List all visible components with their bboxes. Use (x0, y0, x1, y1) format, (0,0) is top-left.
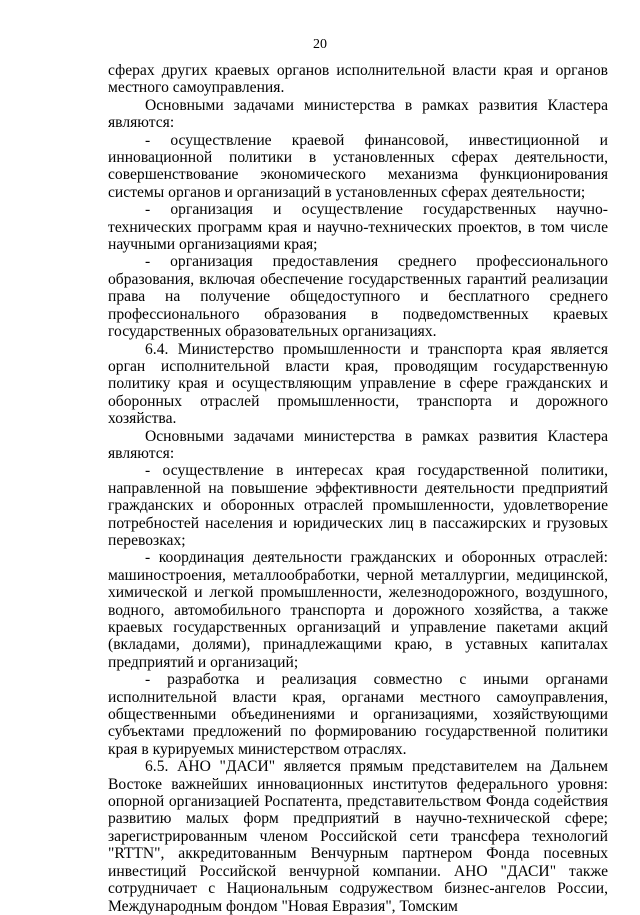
paragraph: Основными задачами министерства в рамках развития Кластера являются: (108, 96, 608, 132)
section-paragraph: 6.4. Министерство промышленности и транспорта края является орган исполнительной власти края, проводящим государственную политику края и осуществляющим управление в сфере гражданских и оборонных отраслей промышленности, транспорта и дорожного хозяйства. (108, 340, 608, 428)
list-item: - координация деятельности гражданских и оборонных отраслей: машиностроения, металлообработки, черной металлургии, медицинской, химической и легкой промышленности, железнодорожного, воздушного, водного, автомобильного транспорта и дорожного хозяйства, а также краевых государственных организаций и управление пакетами акций (вкладами, долями), принадлежащими краю, в уставных капиталах предприятий и организаций; (108, 549, 608, 671)
list-item: - осуществление в интересах края государственной политики, направленной на повышение эффективности деятельности предприятий гражданских и оборонных отраслей промышленности, удовлетворение потребностей населения и юридических лиц в пассажирских и грузовых перевозках; (108, 462, 608, 549)
list-item: - разработка и реализация совместно с иными органами исполнительной власти края, органами местного самоуправления, общественными объединениями и организациями, хозяйствующими субъектами предложений по формированию государственной политики края в курируемых министерством отраслях. (108, 671, 608, 758)
list-item: - организация и осуществление государственных научно-технических программ края и научно-технических проектов, в том числе научными организациями края; (108, 201, 608, 254)
list-item: - организация предоставления среднего профессионального образования, включая обеспечение государственных гарантий реализации права на получение общедоступного и бесплатного среднего профессионального образования в подведомственных краевых государственных образовательных организациях. (108, 253, 608, 341)
paragraph: сферах других краевых органов исполнительной власти края и органов местного самоуправления. (108, 62, 608, 97)
page-number: 20 (313, 37, 327, 52)
paragraph: Основными задачами министерства в рамках развития Кластера являются: (108, 427, 608, 462)
document-body (108, 62, 608, 915)
list-item: - осуществление краевой финансовой, инвестиционной и инновационной политики в установленных сферах деятельности, совершенствование экономического механизма функционирования системы органов и организаций в установленных сферах деятельности; (108, 131, 608, 201)
section-paragraph: 6.5. АНО "ДАСИ" является прямым представителем на Дальнем Востоке важнейших инновационных институтов федерального уровня: опорной организацией Роспатента, представительством Фонда содействия развитию малых форм предприятий в научно-технической сфере; зарегистрированным членом Российской сети трансфера технологий "RTTN", аккредитованным Венчурным партнером Фонда посевных инвестиций Российской венчурной компании. АНО "ДАСИ" также сотрудничает с Национальным содружеством бизнес-ангелов России, Международным фондом "Новая Евразия", Томским (108, 758, 608, 915)
